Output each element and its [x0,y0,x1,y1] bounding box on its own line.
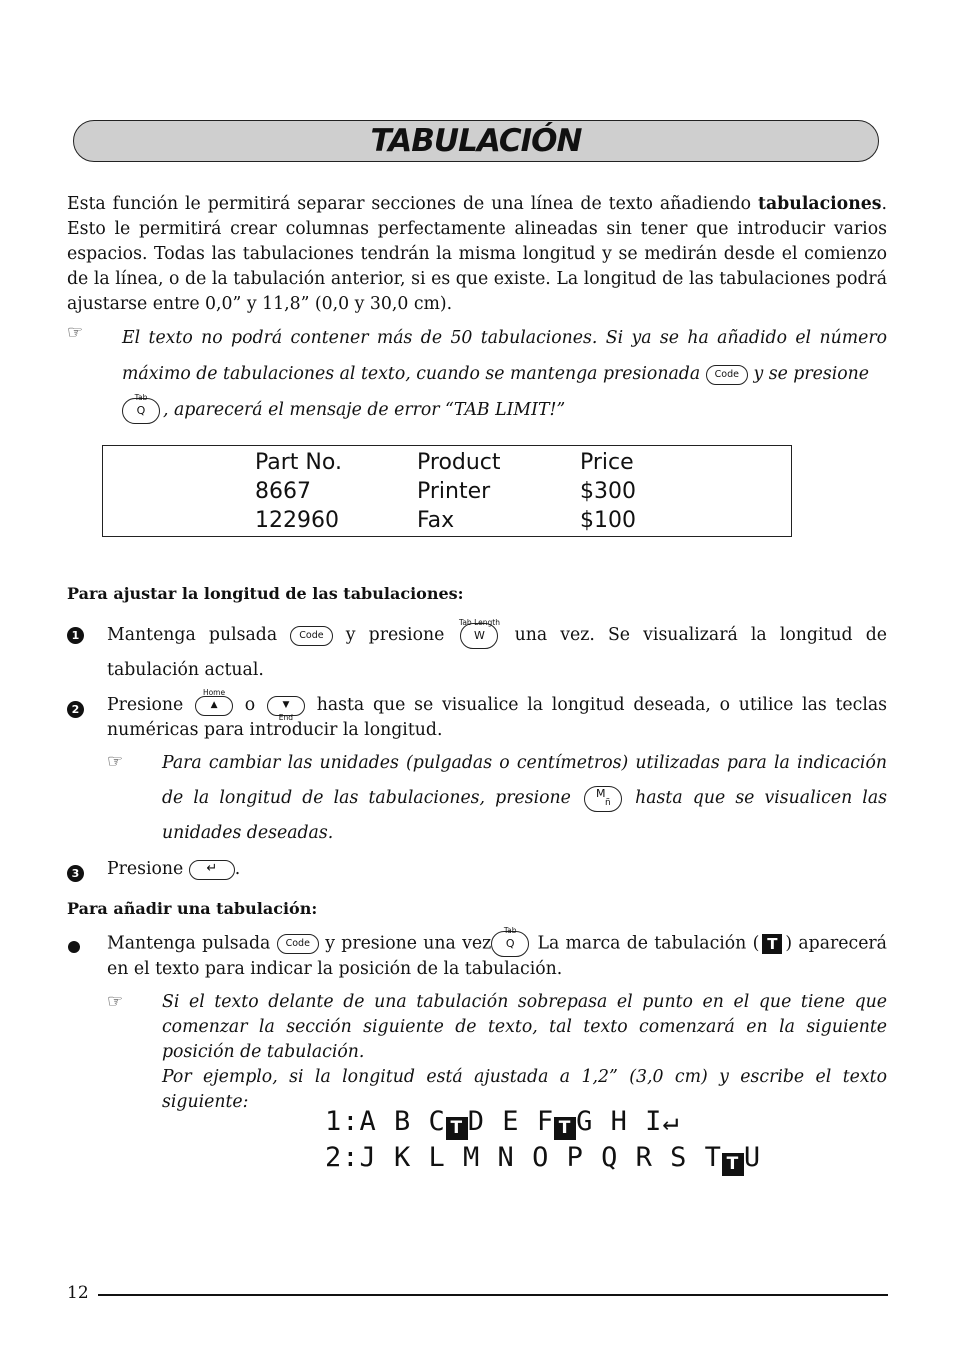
table-column-1 [255,448,342,535]
note1-text-b: y se presione [753,364,870,384]
bullet-text [107,926,887,982]
bullet-icon [68,941,80,953]
w-key [460,619,498,653]
step-3-text [107,857,240,882]
tab-length-label: Tab Length [458,617,500,627]
pointing-hand-icon: ☞ [107,991,124,1012]
enter-key-icon: ↵ [189,860,235,880]
end-key [267,693,305,722]
pointing-hand-icon: ☞ [67,322,84,343]
lcd-text: G H I [576,1106,663,1137]
note1-text-a: El texto no podrá contener más de 50 tabulaciones. Si ya se ha añadido el número máximo de tabulaciones al texto, cuando se mantenga presionada [122,328,887,384]
lcd-line-2 [325,1140,761,1176]
m-key-icon [584,786,622,812]
table-cell: 122960 [255,508,339,533]
note-tab-limit [122,320,887,429]
pointing-hand-icon: ☞ [107,751,124,772]
lcd-line-1 [325,1104,761,1140]
note-units-a: Para cambiar las unidades (pulgadas o centímetros) utilizadas para la indicación de la longitud de las tabulaciones, presione [162,753,887,808]
table-cell: Part No. [255,450,342,475]
step-number-1 [67,624,84,644]
section-heading-adjust: Para ajustar la longitud de las tabulaciones: [67,584,464,603]
step1-c: una vez. Se visualizará la longitud de tabulación actual. [107,625,888,680]
note-units [162,746,887,851]
return-icon: ↵ [662,1106,680,1137]
intro-text-2: . Esto le permitirá crear columnas perfectamente alineadas sin tener que introducir varios espacios. Todas las tabulaciones tendrán la misma longitud y se medirán desde el comienzo de la línea, o de la tabulación anterior, si es que existe. La longitud de las tabulaciones podrá ajustarse entre 0,0” y 11,8” (0,0 y 30,0 cm). [67,194,887,314]
intro-text-1: Esta función le permitirá separar secciones de una línea de texto añadiendo [67,194,758,214]
lcd-text: J K L M N O P Q R S T [359,1142,722,1173]
step-number-2 [67,698,84,718]
code-key-icon: Code [290,626,332,646]
table-cell: Product [417,450,501,475]
lcd-example [325,1104,761,1176]
page-number: 12 [67,1283,89,1303]
q-tab-key [491,926,529,957]
m-key-main: M [596,786,606,800]
bullet-a: Mantenga pulsada [107,933,271,954]
q-key-icon: Q [122,398,160,424]
table-column-2 [417,448,501,535]
step3-a: Presione [107,859,184,879]
bullet-d: ) aparecerá en el texto para indicar la posición de la tabulación. [107,933,887,979]
step-2-text [107,688,888,743]
step-1-text [107,618,887,687]
step-number-3 [67,862,84,882]
intro-paragraph [67,192,887,317]
lcd-line-number: 2: [325,1142,360,1173]
lcd-line-number: 1: [325,1106,360,1137]
step-num: 2 [67,701,84,718]
step2-a: Presione [107,695,184,715]
bullet-c: La marca de tabulación ( [537,933,760,954]
w-key-icon: W [460,623,498,649]
code-key-icon: Code [706,365,748,385]
note1-text-c: , aparecerá el mensaje de error “TAB LIMIT!” [163,400,566,420]
m-key-sub: ñ [605,797,611,808]
m-key [584,781,622,816]
tab-mark-icon: T [554,1117,576,1140]
note-overflow-b: Por ejemplo, si la longitud está ajustada a 1,2” (3,0 cm) y escribe el texto siguiente: [162,1067,887,1112]
table-column-3 [580,448,636,535]
step2-c: hasta que se visualice la longitud deseada, o utilice las teclas numéricas para introducir la longitud. [107,695,888,740]
table-cell: Price [580,450,634,475]
table-cell: $100 [580,508,636,533]
tab-key-label: Tab [503,926,517,935]
step-num: 3 [67,865,84,882]
lcd-text: U [743,1142,762,1173]
down-arrow-icon: ▼ [267,696,305,716]
note-overflow [162,990,887,1115]
table-cell: 8667 [255,479,311,504]
up-arrow-icon: ▲ [195,696,233,716]
bullet-dot [68,938,80,957]
q-key-icon: Q [491,931,529,957]
code-key-icon: Code [277,934,319,954]
step2-b: o [244,695,256,715]
q-tab-key [122,393,160,429]
step3-b: . [234,859,241,879]
tab-key-label: Tab [134,392,148,402]
end-key-label: End [278,713,294,722]
intro-bold: tabulaciones [758,194,882,214]
note-overflow-a: Si el texto delante de una tabulación sobrepasa el punto en el que tiene que comenzar la sección siguiente de texto, tal texto comenzará en la siguiente posición de tabulación. [162,992,887,1062]
note-units-b: hasta que se visualicen las unidades deseadas. [162,788,888,843]
home-key [195,688,233,718]
table-cell: Printer [417,479,491,504]
section-heading-add: Para añadir una tabulación: [67,899,318,918]
step-num: 1 [67,627,84,644]
tab-mark-icon: T [722,1153,744,1176]
home-key-label: Home [202,688,226,697]
step1-b: y presione [345,625,445,645]
page-title: TABULACIÓN [370,123,582,159]
tab-mark-icon: T [446,1117,468,1140]
footer-rule [98,1294,888,1296]
lcd-text: A B C [359,1106,446,1137]
tab-mark-icon: T [762,934,782,954]
lcd-text: D E F [467,1106,555,1137]
table-cell: $300 [580,479,636,504]
bullet-b: y presione una vez [325,933,492,954]
step1-a: Mantenga pulsada [107,625,278,645]
table-cell: Fax [417,508,455,533]
